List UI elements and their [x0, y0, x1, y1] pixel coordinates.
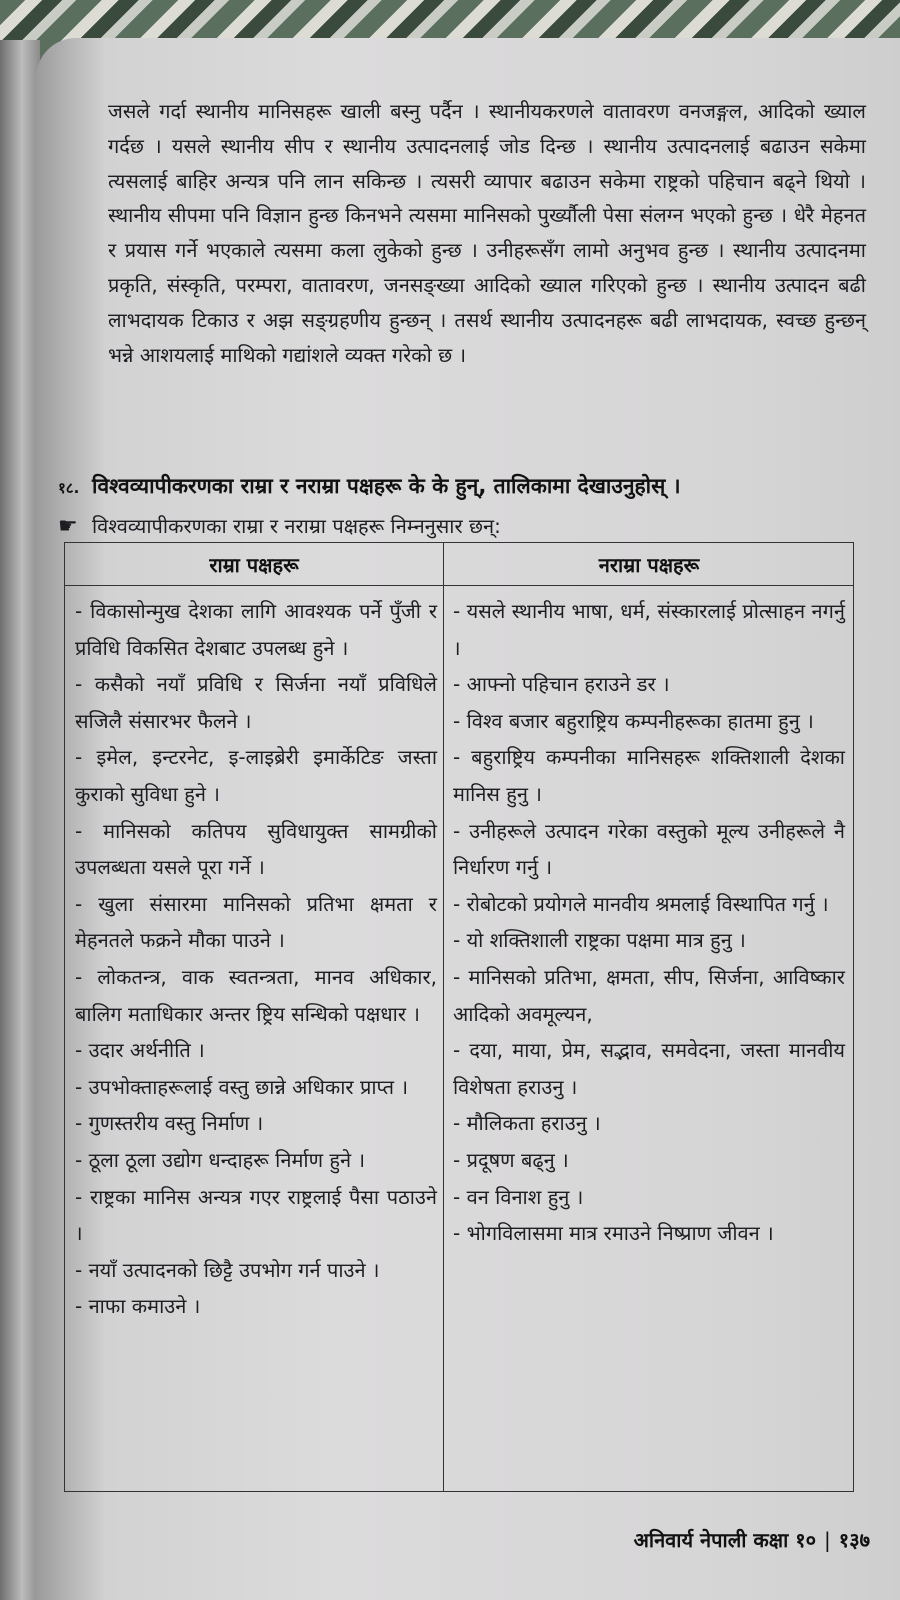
list-item: - उनीहरूले उत्पादन गरेका वस्तुको मूल्य उनीहरूले नै निर्धारण गर्नु ।	[453, 818, 845, 880]
table-header-row	[65, 543, 853, 586]
list-item: - इमेल, इन्टरनेट, इ-लाइब्रेरी इमार्केटिङ जस्ता कुराको सुविधा हुने ।	[75, 745, 437, 806]
list-item: - भोगविलासमा मात्र रमाउने निष्प्राण जीवन ।	[453, 1221, 774, 1246]
list-item: - नाफा कमाउने ।	[75, 1294, 201, 1319]
list-item: - मानिसको प्रतिभा, क्षमता, सीप, सिर्जना, आविष्कार आदिको अवमूल्यन,	[453, 964, 845, 1026]
adjacent-page-edge	[0, 40, 40, 1600]
page-footer	[634, 1526, 870, 1553]
list-item: - लोकतन्त्र, वाक स्वतन्त्रता, मानव अधिकार, बालिग मताधिकार अन्तर ष्ट्रिय सन्धिको पक्षधार ।	[75, 964, 437, 1026]
list-item: - विश्व बजार बहुराष्ट्रिय कम्पनीहरूका हातमा हुनु ।	[453, 708, 814, 733]
list-item: - मानिसको कतिपय सुविधायुक्त सामग्रीको उपलब्धता यसले पूरा गर्ने ।	[75, 818, 437, 880]
good-aspects-column	[75, 593, 437, 1325]
page-number: १३७	[838, 1528, 870, 1552]
footer-separator: |	[824, 1528, 831, 1552]
bad-aspects-column	[453, 593, 845, 1252]
passage-paragraph: जसले गर्दा स्थानीय मानिसहरू खाली बस्नु पर्दैन । स्थानीयकरणले वातावरण वनजङ्गल, आदिको ख्याल गर्दछ । यसले स्थानीय सीप र स्थानीय उत्पादनलाई जोड दिन्छ । स्थानीय उत्पादनलाई बढाउन सकेमा त्यसलाई बाहिर अन्यत्र पनि लान सकिन्छ । त्यसरी व्यापार बढाउन सकेमा राष्ट्रको पहिचान बढ्ने थियो । स्थानीय सीपमा पनि विज्ञान हुन्छ किनभने त्यसमा मानिसको पुर्ख्यौली पेसा संलग्न भएको हुन्छ । धेरै मेहनत र प्रयास गर्ने भएकाले त्यसमा कला लुकेको हुन्छ । उनीहरूसँग लामो अनुभव हुन्छ । स्थानीय उत्पादनमा प्रकृति, संस्कृति, परम्परा, वातावरण, जनसङ्ख्या आदिको ख्याल गरिएको हुन्छ । स्थानीय उत्पादन बढी लाभदायक टिकाउ र अझ सङ्ग्रहणीय हुन्छन् । तसर्थ स्थानीय उत्पादनहरू बढी लाभदायक, स्वच्छ हुन्छन् भन्ने आशयलाई माथिको गद्यांशले व्यक्त गरेको छ ।	[108, 99, 866, 367]
column-divider	[443, 543, 444, 1491]
list-item: - दया, माया, प्रेम, सद्भाव, समवेदना, जस्ता मानवीय विशेषता हराउनु ।	[453, 1038, 845, 1099]
header-bad-aspects: नराम्रा पक्षहरू	[598, 553, 700, 577]
list-item: - गुणस्तरीय वस्तु निर्माण ।	[75, 1111, 264, 1136]
book-page	[36, 38, 900, 1600]
question-text: विश्वव्यापीकरणका राम्रा र नराम्रा पक्षहरू के के हुन्, तालिकामा देखाउनुहोस् ।	[92, 474, 681, 498]
list-item: - कसैको नयाँ प्रविधि र सिर्जना नयाँ प्रविधिले सजिलै संसारभर फैलने ।	[75, 672, 437, 733]
list-item: - प्रदूषण बढ्नु ।	[453, 1147, 569, 1172]
pointing-hand-icon: ☛	[58, 514, 78, 539]
book-title: अनिवार्य नेपाली कक्षा १०	[633, 1528, 817, 1552]
list-item: - उदार अर्थनीति ।	[75, 1038, 205, 1063]
list-item: - मौलिकता हराउनु ।	[453, 1111, 601, 1136]
list-item: - रोबोटको प्रयोगले मानवीय श्रमलाई विस्थापित गर्नु ।	[453, 891, 829, 916]
list-item: - खुला संसारमा मानिसको प्रतिभा क्षमता र मेहनतले फक्रने मौका पाउने ।	[75, 891, 437, 953]
list-item: - वन विनाश हुनु ।	[453, 1184, 584, 1209]
answer-intro	[58, 512, 858, 539]
list-item: - राष्ट्रका मानिस अन्यत्र गएर राष्ट्रलाई पैसा पठाउने ।	[75, 1184, 437, 1246]
answer-text: विश्वव्यापीकरणका राम्रा र नराम्रा पक्षहरू निम्ननुसार छन्:	[92, 514, 501, 538]
question-line	[58, 472, 858, 500]
list-item: - ठूला ठूला उद्योग धन्दाहरू निर्माण हुने ।	[75, 1147, 366, 1172]
question-number: १८.	[58, 479, 80, 497]
header-good-aspects: राम्रा पक्षहरू	[209, 553, 299, 577]
comparison-table	[64, 542, 854, 1492]
list-item: - यसले स्थानीय भाषा, धर्म, संस्कारलाई प्रोत्साहन नगर्नु ।	[453, 599, 845, 660]
list-item: - यो शक्तिशाली राष्ट्रका पक्षमा मात्र हुनु ।	[453, 928, 746, 953]
list-item: - विकासोन्मुख देशका लागि आवश्यक पर्ने पुँजी र प्रविधि विकसित देशबाट उपलब्ध हुने ।	[75, 599, 437, 660]
list-item: - आफ्नो पहिचान हराउने डर ।	[453, 672, 670, 697]
list-item: - बहुराष्ट्रिय कम्पनीका मानिसहरू शक्तिशाली देशका मानिस हुनु ।	[453, 745, 845, 806]
list-item: - उपभोक्ताहरूलाई वस्तु छान्ने अधिकार प्राप्त ।	[75, 1074, 409, 1099]
list-item: - नयाँ उत्पादनको छिट्टै उपभोग गर्न पाउने ।	[75, 1257, 380, 1282]
